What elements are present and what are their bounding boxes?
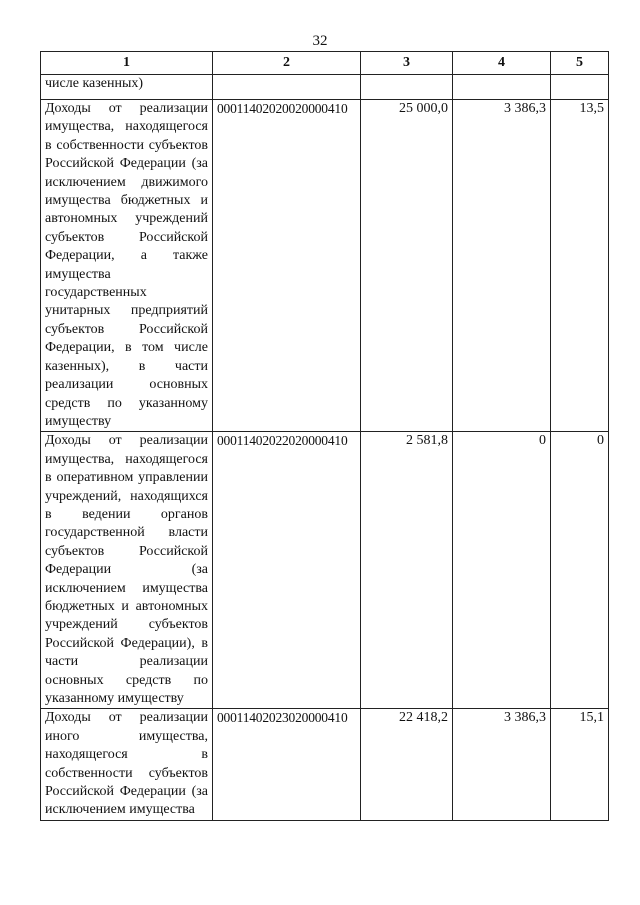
column-header: 3 [361,52,453,75]
table-row [41,100,609,432]
actual-value: 0 [453,432,551,709]
empty-cell [213,75,361,100]
header-row [41,52,609,75]
revenue-table [40,51,609,821]
continuation-row [41,75,609,100]
empty-cell [453,75,551,100]
column-header: 5 [551,52,609,75]
column-header: 2 [213,52,361,75]
percent-value: 13,5 [551,100,609,432]
actual-value: 3 386,3 [453,100,551,432]
budget-code: 00011402023020000410 [213,709,361,820]
table-row [41,709,609,820]
plan-value: 25 000,0 [361,100,453,432]
percent-value: 0 [551,432,609,709]
revenue-name: Доходы от реализации имущества, находящегося в собственности субъектов Российской Федерации (за исключением движимого имущества бюджетных и автономных учреждений субъектов Российской Федерации, а также имущества государственных унитарных предприятий субъектов Российской Федерации, в том числе казенных), в части реализации основных средств по указанному имуществу [41,100,213,432]
plan-value: 2 581,8 [361,432,453,709]
revenue-name: Доходы от реализации иного имущества, находящегося в собственности субъектов Российской Федерации (за исключением имущества [41,709,213,820]
actual-value: 3 386,3 [453,709,551,820]
page-number: 32 [312,33,328,49]
empty-cell [361,75,453,100]
budget-code: 00011402020020000410 [213,100,361,432]
column-header: 1 [41,52,213,75]
plan-value: 22 418,2 [361,709,453,820]
empty-cell [551,75,609,100]
percent-value: 15,1 [551,709,609,820]
table-row [41,432,609,709]
continuation-text: числе казенных) [41,75,213,100]
revenue-name: Доходы от реализации имущества, находящегося в оперативном управлении учреждений, находящихся в ведении органов государственной власти субъектов Российской Федерации (за исключением имущества бюджетных и автономных учреждений субъектов Российской Федерации), в части реализации основных средств по указанному имуществу [41,432,213,709]
budget-code: 00011402022020000410 [213,432,361,709]
column-header: 4 [453,52,551,75]
